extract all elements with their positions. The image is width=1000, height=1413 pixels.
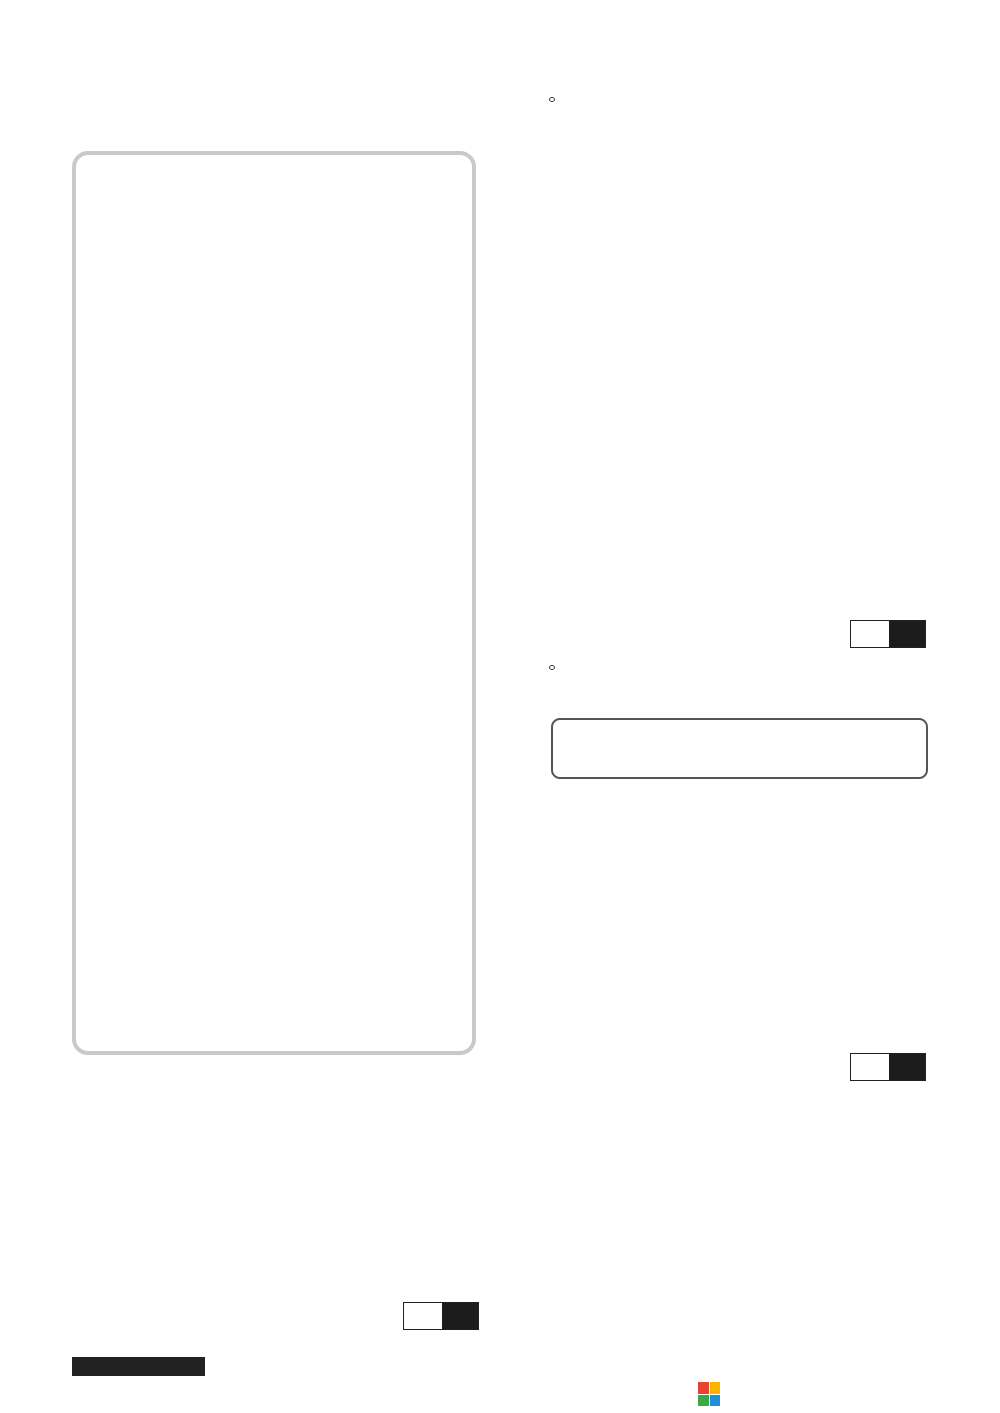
ex13-score-input[interactable]	[851, 1054, 889, 1080]
word-box	[551, 718, 928, 779]
ex11-score-total	[442, 1303, 478, 1329]
ex12-score-input[interactable]	[851, 621, 889, 647]
ex13-score-total	[889, 1054, 925, 1080]
ex11-score-box	[403, 1302, 479, 1330]
footer-book-info	[638, 1358, 670, 1374]
photocopiable-badge	[72, 1357, 205, 1376]
ex12-score-box	[850, 620, 926, 648]
reading-text-box	[72, 151, 476, 1055]
ex13-score-box	[850, 1053, 926, 1081]
liveworksheets-logo-icon	[698, 1382, 720, 1406]
ex12-score-total	[889, 621, 925, 647]
ex11-score-input[interactable]	[404, 1303, 442, 1329]
